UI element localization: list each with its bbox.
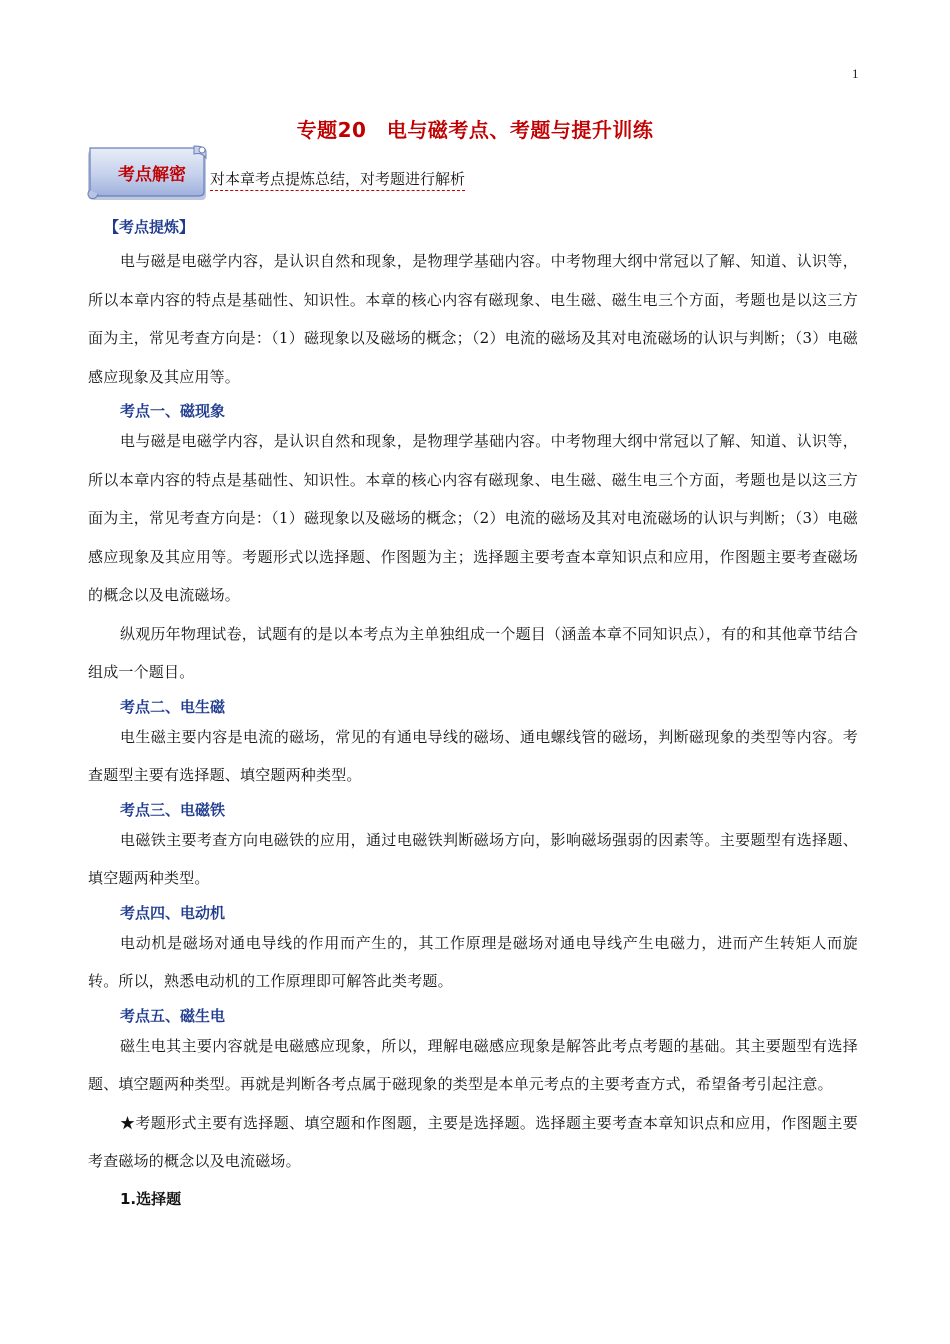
point1-heading: 考点一、磁现象: [120, 402, 226, 420]
summary-heading: 【考点提炼】: [104, 218, 195, 236]
point4-paragraph: 电动机是磁场对通电导线的作用而产生的，其工作原理是磁场对通电导线产生电磁力，进而产生转矩人而旋转。所以，熟悉电动机的工作原理即可解答此类考题。: [88, 933, 858, 990]
choice-question-heading: 1.选择题: [120, 1189, 182, 1208]
point2-paragraph: 电生磁主要内容是电流的磁场，常见的有通电导线的磁场、通电螺线管的磁场，判断磁现象的类型等内容。考查题型主要有选择题、填空题两种类型。: [88, 727, 858, 784]
point5-heading: 考点五、磁生电: [120, 1006, 226, 1025]
point2-heading: 考点二、电生磁: [120, 697, 226, 716]
banner-label: 考点解密: [118, 165, 186, 185]
point3-paragraph: 电磁铁主要考查方向电磁铁的应用，通过电磁铁判断磁场方向，影响磁场强弱的因素等。主要题型有选择题、填空题两种类型。: [88, 830, 858, 887]
point5-paragraph: 磁生电其主要内容就是电磁感应现象，所以，理解电磁感应现象是解答此考点考题的基础。其主要题型有选择题、填空题两种类型。再就是判断各考点属于磁现象的类型是本单元考点的主要考查方式，希望备考引起注意。: [88, 1036, 858, 1093]
banner-caption: 对本章考点提炼总结，对考题进行解析: [210, 168, 465, 191]
page-number: 1: [852, 66, 859, 81]
banner: [80, 138, 500, 208]
point1-paragraph-1: 电与磁是电磁学内容，是认识自然和现象，是物理学基础内容。中考物理大纲中常冠以了解、知道、认识等，所以本章内容的特点是基础性、知识性。本章的核心内容有磁现象、电生磁、磁生电三个方面，考题也是以这三方面为主，常见考查方向是：（1）磁现象以及磁场的概念；（2）电流的磁场及其对电流磁场的认识与判断；（3）电磁感应现象及其应用等。考题形式以选择题、作图题为主；选择题主要考查本章知识点和应用，作图题主要考查磁场的概念以及电流磁场。: [88, 432, 858, 604]
document-title: 专题20 电与磁考点、考题与提升训练: [296, 118, 654, 142]
point3-heading: 考点三、电磁铁: [120, 800, 226, 819]
star-paragraph: ★考题形式主要有选择题、填空题和作图题，主要是选择题。选择题主要考查本章知识点和应用，作图题主要考查磁场的概念以及电流磁场。: [88, 1113, 858, 1170]
document-body: [88, 212, 858, 1217]
summary-paragraph: 电与磁是电磁学内容，是认识自然和现象，是物理学基础内容。中考物理大纲中常冠以了解、知道、认识等，所以本章内容的特点是基础性、知识性。本章的核心内容有磁现象、电生磁、磁生电三个方面，考题也是以这三方面为主，常见考查方向是：（1）磁现象以及磁场的概念；（2）电流的磁场及其对电流磁场的认识与判断；（3）电磁感应现象及其应用等。: [88, 252, 858, 386]
point4-heading: 考点四、电动机: [120, 903, 226, 922]
point1-paragraph-2: 纵观历年物理试卷，试题有的是以本考点为主单独组成一个题目（涵盖本章不同知识点），有的和其他章节结合组成一个题目。: [88, 624, 858, 681]
